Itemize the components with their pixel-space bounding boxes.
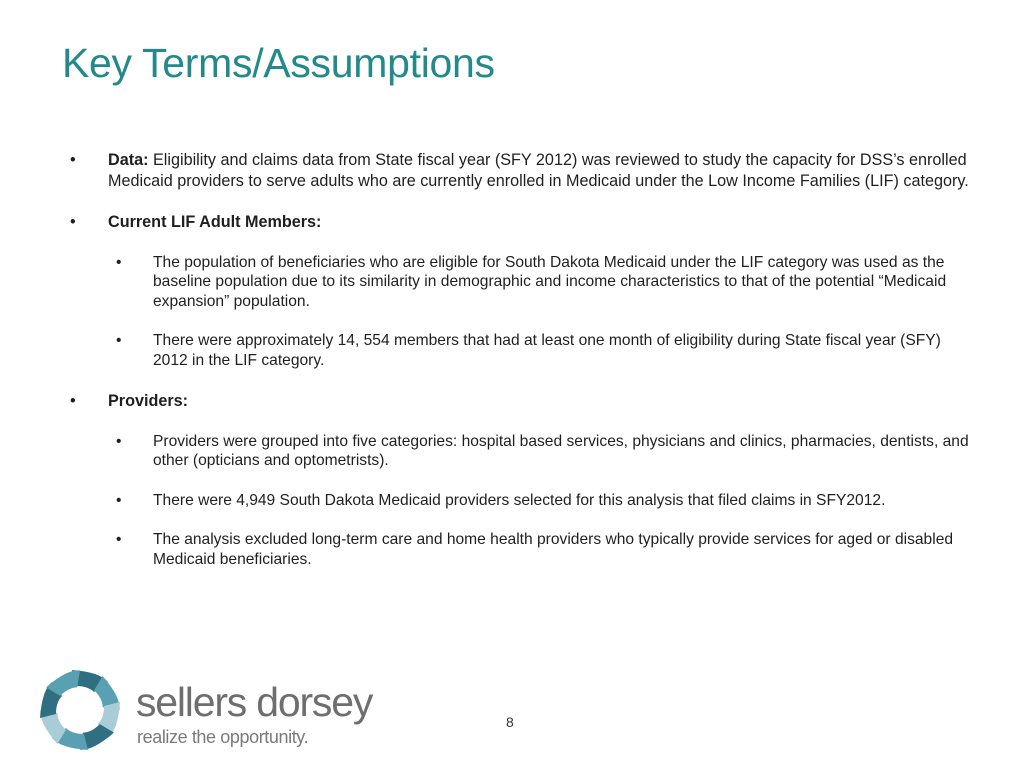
slide-title: Key Terms/Assumptions [62,40,495,86]
bullet-marker: • [70,213,76,231]
bullet-marker: • [116,253,122,271]
sub-bullet-members-1 [70,253,970,312]
sub-bullet-text: There were 4,949 South Dakota Medicaid providers selected for this analysis that filed claims in SFY2012. [153,491,886,509]
bullet-marker: • [116,491,122,509]
sub-bullet-providers-3 [70,530,970,569]
sub-bullet-providers-2 [70,491,970,511]
bullet-marker: • [116,531,122,548]
bullet-data [70,150,970,191]
brand-tagline: realize the opportunity. [137,727,309,747]
bullet-members [70,212,970,233]
sub-bullet-providers-1 [70,432,970,471]
bullet-data-label: Data: [108,151,149,169]
page-number: 8 [506,714,514,730]
sub-bullet-text: There were approximately 14, 554 members that had at least one month of eligibility during State fiscal year (SFY) 2012 in the LIF category. [153,332,941,369]
bullet-marker: • [70,151,76,169]
bullet-members-label: Current LIF Adult Members: [108,213,322,231]
sub-bullet-text: Providers were grouped into five categories: hospital based services, physicians and clinics, pharmacies, dentists, and other (opticians and optometrists). [153,432,969,469]
bullet-marker: • [70,392,76,410]
bullet-marker: • [116,432,122,450]
bullet-providers [70,391,970,412]
bullet-providers-label: Providers: [108,392,189,410]
sub-bullet-members-2 [70,331,970,370]
slide-body [70,150,970,569]
bullet-marker: • [116,332,122,349]
sub-bullet-text: The population of beneficiaries who are eligible for South Dakota Medicaid under the LIF category was used as the baseline population due to its similarity in demographic and income characteristics to that of the potential “Medicaid expansion” population. [153,253,947,310]
bullet-data-text: Eligibility and claims data from State fiscal year (SFY 2012) was reviewed to study the capacity for DSS’s enrolled Medicaid providers to serve adults who are currently enrolled in Medicaid under the Low Income Families (LIF) category. [108,151,969,190]
brand-name: sellers dorsey [136,679,373,725]
sellers-dorsey-logo-icon [38,668,122,752]
sub-bullet-text: The analysis excluded long-term care and home health providers who typically provide services for aged or disabled Medicaid beneficiaries. [153,531,954,568]
